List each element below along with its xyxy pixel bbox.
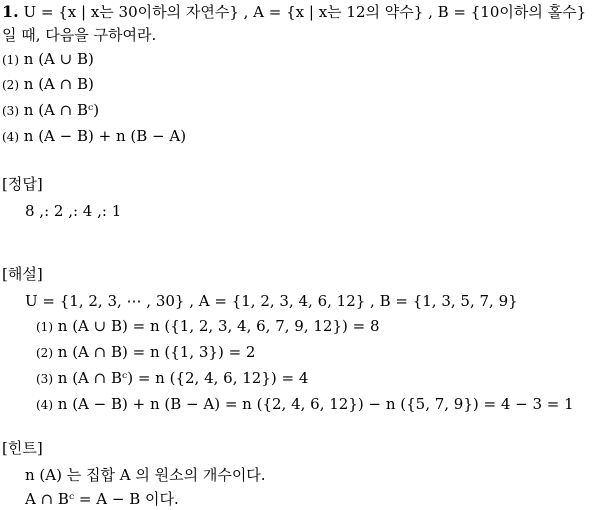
question-item (2, 49, 94, 70)
question-item (2, 126, 186, 147)
hint-line-1: n (A) 는 집합 A 의 원소의 개수이다. (25, 466, 266, 484)
item-label: (2) (36, 346, 53, 360)
item-label: (4) (36, 398, 53, 412)
item-text: n (A − B) + n (B − A) (23, 127, 187, 145)
item-label: (1) (36, 320, 53, 334)
explanation-item (36, 342, 255, 363)
question-line-1 (2, 2, 586, 22)
explanation-item (36, 368, 308, 389)
item-text: n (A ∩ Bᶜ) = n ({2, 4, 6, 12}) = 4 (57, 369, 309, 387)
question-sets: U = {x | x는 30이하의 자연수} , A = {x | x는 12의 약수} , B = {10이하의 홀수} (23, 3, 587, 21)
item-label: (3) (36, 372, 53, 386)
question-number: 1. (2, 2, 19, 21)
item-text: n (A ∩ Bᶜ) (23, 101, 100, 119)
answer-text: 8 ,: 2 ,: 4 ,: 1 (25, 202, 122, 220)
item-label: (3) (2, 104, 19, 118)
question-item (2, 100, 99, 121)
item-label: (1) (2, 53, 19, 67)
item-label: (2) (2, 78, 19, 92)
explanation-item (36, 394, 574, 415)
explanation-header: [해설] (2, 265, 43, 283)
question-line-2: 일 때, 다음을 구하여라. (2, 26, 157, 44)
item-text: n (A − B) + n (B − A) = n ({2, 4, 6, 12}) − n ({5, 7, 9}) = 4 − 3 = 1 (57, 395, 574, 413)
item-text: n (A ∩ B) (23, 75, 94, 93)
question-item (2, 74, 94, 95)
hint-header: [힌트] (2, 439, 43, 457)
item-text: n (A ∩ B) = n ({1, 3}) = 2 (57, 343, 256, 361)
explanation-item (36, 316, 380, 337)
item-label: (4) (2, 130, 19, 144)
item-text: n (A ∪ B) = n ({1, 2, 3, 4, 6, 7, 9, 12}) = 8 (57, 317, 380, 335)
hint-line-2: A ∩ Bᶜ = A − B 이다. (25, 490, 179, 508)
item-text: n (A ∪ B) (23, 50, 94, 68)
answer-header: [정답] (2, 175, 43, 193)
explanation-sets: U = {1, 2, 3, ⋯ , 30} , A = {1, 2, 3, 4, 6, 12} , B = {1, 3, 5, 7, 9} (25, 292, 518, 310)
